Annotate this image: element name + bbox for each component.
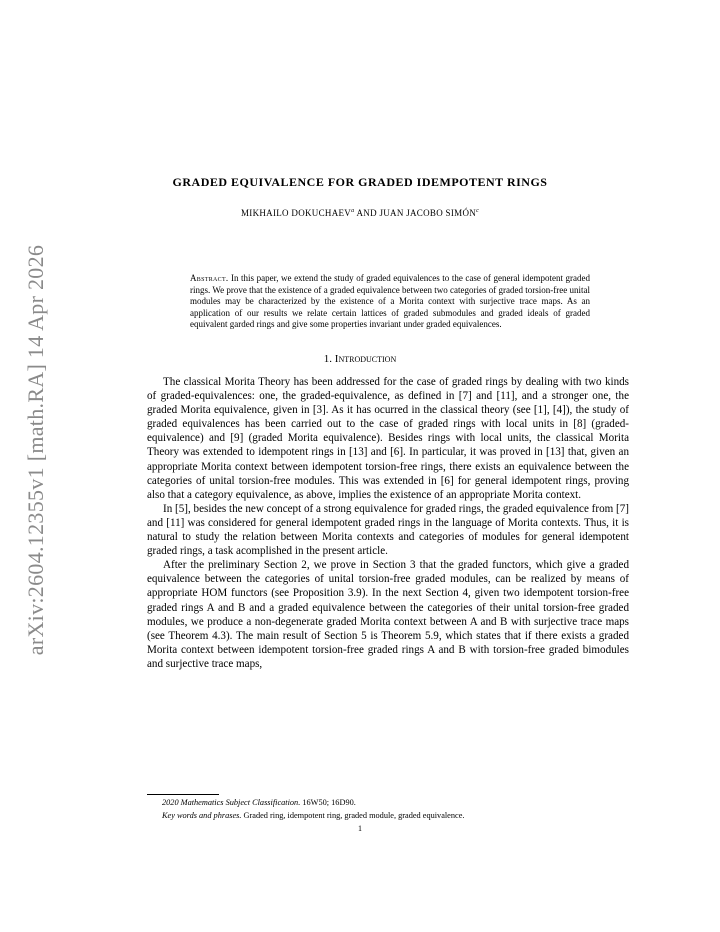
body-text (147, 375, 629, 671)
footnote-value: Graded ring, idempotent ring, graded module, graded equivalence. (243, 810, 465, 820)
section-title: Introduction (334, 353, 397, 365)
abstract (190, 273, 590, 331)
author-affiliation-mark: a (351, 208, 355, 214)
abstract-text: In this paper, we extend the study of graded equivalences to the case of general idempotent graded rings. We prove that the existence of a graded equivalence between two categories of graded torsion-free unital modules may be characterized by the existence of a Morita context with surjective trace maps. As an application of our results we relate certain lattices of graded submodules and graded ideals of graded equivalent garded rings and give some properties invariant under graded equivalences. (190, 273, 590, 330)
footnote-keywords (162, 810, 629, 823)
footnote-msc (162, 797, 629, 810)
author-name: JUAN JACOBO SIMÓN (379, 208, 477, 218)
paper-authors (0, 208, 720, 218)
paragraph: After the preliminary Section 2, we prove in Section 3 that the graded functors, which give a graded equivalence between the categories of unital torsion-free graded modules, can be realized by means of appropriate HOM functors (see Proposition 3.9). In the next Section 4, given two idempotent torsion-free graded rings A and B and a graded equivalence between the categories of their unital torsion-free graded modules, we produce a non-degenerate graded Morita context between A and B with surjective trace maps (see Theorem 4.3). The main result of Section 5 is Theorem 5.9, which states that if there exists a graded Morita context between idempotent torsion-free graded rings A and B with torsion-free graded bimodules and surjective trace maps, (147, 559, 629, 670)
arxiv-identifier: arXiv:2604.12355v1 [math.RA] 14 Apr 2026 (23, 244, 48, 656)
footnotes (162, 797, 629, 822)
paper-title: GRADED EQUIVALENCE FOR GRADED IDEMPOTENT RINGS (172, 175, 548, 189)
footnote-label: 2020 Mathematics Subject Classification. (162, 798, 301, 807)
abstract-label: Abstract. (190, 273, 229, 283)
author-conjunction: AND (354, 208, 380, 218)
section-number: 1. (323, 353, 333, 365)
paragraph: The classical Morita Theory has been addressed for the case of graded rings by dealing with two kinds of graded-equivalences: one, the graded-equivalence, as defined in [7] and [11], and a stronger one, the graded Morita equivalence, given in [3]. As it has ocurred in the classical theory (see [1], [4]), the study of graded equivalences has been carried out to the case of graded rings with local units in [8] (graded-equivalence) and [9] (graded Morita equivalence). Besides rings with local units, the classical Morita Theory was extended to idempotent rings in [13] and [6]. In particular, it was proved in [13] that, given an appropriate Morita context between idempotent torsion-free rings, there exists an equivalence between the categories of unital torsion-free modules. This was extended in [6] for general idempotent rings, proving also that a category equivalence, as above, implies the existence of an appropriate Morita context. (147, 376, 629, 501)
author-name: MIKHAILO DOKUCHAEV (240, 208, 352, 218)
arxiv-sidebar (8, 240, 64, 660)
page-number: 1 (358, 824, 362, 833)
section-heading (0, 353, 720, 365)
footnote-label: Key words and phrases. (162, 810, 242, 820)
footnote-value: 16W50; 16D90. (302, 798, 356, 807)
paragraph: In [5], besides the new concept of a strong equivalence for graded rings, the graded equivalence from [7] and [11] was considered for general idempotent graded rings in the language of Morita contexts. Thus, it is natural to study the relation between Morita contexts and categories of modules for general idempotent graded rings, a task acomplished in the present article. (147, 502, 629, 558)
footnote-divider (147, 794, 219, 795)
author-affiliation-mark: c (476, 208, 480, 214)
